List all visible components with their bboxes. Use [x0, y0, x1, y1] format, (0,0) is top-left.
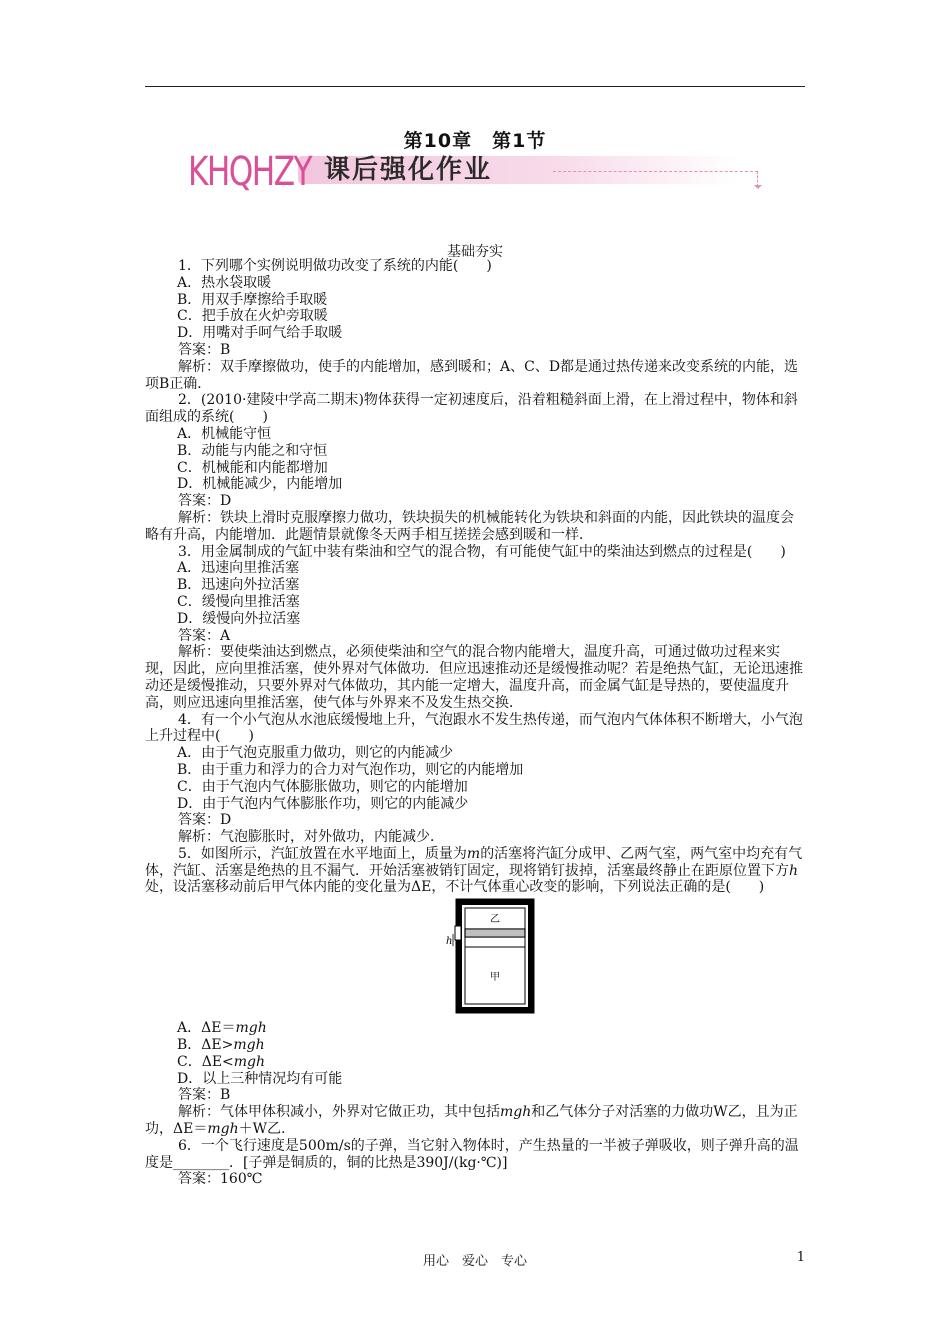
- option-c: C．缓慢向里推活塞: [177, 593, 300, 610]
- option-a: A．机械能守恒: [177, 425, 272, 442]
- option-c: C．把手放在火炉旁取暖: [177, 308, 328, 325]
- question-3: 3．用金属制成的气缸中装有柴油和空气的混合物，有可能使气缸中的柴油达到燃点的过程是( ): [178, 543, 786, 560]
- option-a: A．迅速向里推活塞: [177, 560, 300, 577]
- answer: 答案：D: [178, 812, 232, 829]
- section-title: 基础夯实: [447, 244, 503, 260]
- option-b: B．由于重力和浮力的合力对气泡作功，则它的内能增加: [177, 761, 524, 778]
- option-c: C．机械能和内能都增加: [177, 459, 328, 476]
- explanation: 解析：气泡膨胀时，对外做功，内能减少．: [178, 829, 444, 846]
- option-a: A．由于气泡克服重力做功，则它的内能减少: [177, 745, 454, 762]
- option-b: B．迅速向外拉活塞: [177, 577, 300, 594]
- option-a: A．ΔE＝mgh: [177, 1020, 267, 1037]
- option-c: C．由于气泡内气体膨胀做功，则它的内能增加: [177, 778, 468, 795]
- answer: 答案：160℃: [178, 1171, 263, 1188]
- option-a: A．热水袋取暖: [177, 274, 272, 291]
- cylinder-diagram: [145, 898, 807, 1018]
- option-d: D．缓慢向外拉活塞: [177, 610, 301, 627]
- question-1: 1．下列哪个实例说明做功改变了系统的内能( ): [178, 258, 492, 274]
- answer: 答案：B: [178, 341, 231, 358]
- chamber-a-label: 甲: [490, 972, 500, 984]
- page-number: 1: [796, 1250, 805, 1265]
- option-d: D．由于气泡内气体膨胀作功，则它的内能减少: [177, 795, 469, 812]
- homework-banner: [188, 150, 768, 194]
- explanation: 解析：气体甲体积减小，外界对它做正功，其中包括mgh和乙气体分子对活塞的力做功W乙，且为正功，ΔE＝mgh＋W乙.: [145, 1104, 798, 1138]
- option-b: B．ΔE>mgh: [177, 1037, 265, 1054]
- chamber-b-label: 乙: [490, 914, 500, 926]
- question-list: [145, 258, 807, 1188]
- answer: 答案：B: [178, 1087, 231, 1104]
- question-2: 2．(2010·建陵中学高二期末)物体获得一定初速度后，沿着粗糙斜面上滑，在上滑过程中，物体和斜面组成的系统( ): [145, 392, 798, 426]
- banner-dotted-line: [553, 171, 758, 172]
- explanation: 解析：双手摩擦做功，使手的内能增加，感到暖和；A、C、D都是通过热传递来改变系统的内能，选项B正确．: [145, 358, 799, 392]
- option-d: D．用嘴对手呵气给手取暖: [177, 325, 343, 342]
- answer: 答案：D: [178, 493, 232, 510]
- explanation: 解析：铁块上滑时克服摩擦力做功，铁块损失的机械能转化为铁块和斜面的内能，因此铁块的温度会略有升高，内能增加．此题情景就像冬天两手相互搓搓会感到暖和一样．: [145, 509, 794, 543]
- answer: 答案：A: [178, 627, 231, 644]
- question-6: 6．一个飞行速度是500m/s的子弹，当它射入物体时，产生热量的一半被子弹吸收，则子弹升高的温度是________．[子弹是铜质的，铜的比热是390J/(kg·℃)]: [145, 1137, 799, 1171]
- explanation: 解析：要使柴油达到燃点，必须使柴油和空气的混合物内能增大，温度升高，可通过做功过程来实现，因此，应向里推活塞，使外界对气体做功．但应迅速推动还是缓慢推动呢？若是绝热气缸，无论迅速推动还是缓慢推动，只要外界对气体做功，其内能一定增大，温度升高，而金属气缸是导热的，要使温度升高，则应迅速向里推活塞，使气体与外界来不及发生热交换．: [145, 644, 803, 711]
- question-5: 5．如图所示，汽缸放置在水平地面上，质量为m的活塞将汽缸分成甲、乙两气室，两气室中均充有气体，汽缸、活塞是绝热的且不漏气．开始活塞被销钉固定，现将销钉拔掉，活塞最终静止在距原位置下方h处，设活塞移动前后甲气体内能的变化量为ΔE，不计气体重心改变的影响，下列说法正确的是( ): [145, 845, 803, 896]
- option-d: D．以上三种情况均有可能: [177, 1070, 343, 1087]
- cylinder-figure: [445, 898, 535, 1018]
- question-4: 4．有一个小气泡从水池底缓慢地上升，气泡跟水不发生热传递，而气泡内气体体积不断增大，小气泡上升过程中( ): [145, 711, 803, 745]
- chapter-title: 第10章 第1节: [403, 130, 547, 152]
- header-rule: [145, 86, 805, 87]
- footer-motto: 用心 爱心 专心: [422, 1254, 527, 1269]
- option-b: B．用双手摩擦给手取暖: [177, 291, 328, 308]
- option-b: B．动能与内能之和守恒: [177, 442, 328, 459]
- banner-arrow-icon: [757, 171, 758, 187]
- option-c: C．ΔE<mgh: [177, 1053, 266, 1070]
- distance-h-label: h: [446, 936, 453, 948]
- banner-title: 课后强化作业: [324, 155, 493, 185]
- banner-logo: KHQHZY: [188, 149, 312, 195]
- option-d: D．机械能减少，内能增加: [177, 476, 343, 493]
